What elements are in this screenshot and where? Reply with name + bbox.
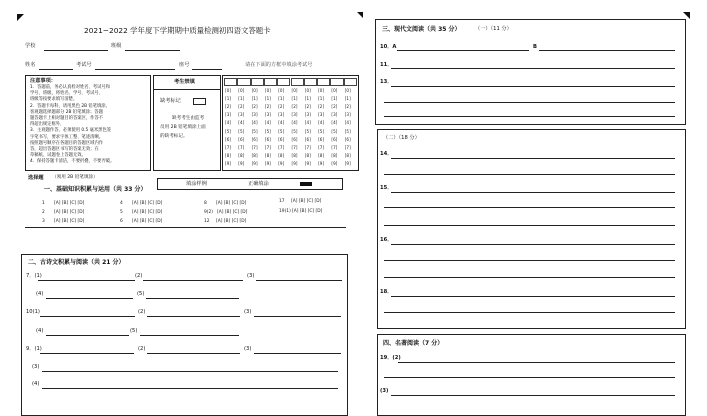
grid-digit-bubble[interactable]: [5] (331, 128, 338, 134)
grid-digit-bubble[interactable]: [8] (251, 152, 258, 158)
grid-digit-bubble[interactable]: [6] (331, 136, 338, 142)
grid-digit-bubble[interactable]: [9] (225, 160, 232, 166)
notes-line: 题答题卡上相对题目的答案区，作答不 (30, 116, 104, 121)
choice-options[interactable]: [A] [B] [C] [D] (132, 210, 163, 215)
choice-options[interactable]: [A] [B] [C] [D] (132, 219, 163, 224)
section2-answer-label: (3) (244, 309, 252, 315)
grid-digit-bubble[interactable]: [0] (264, 88, 271, 93)
grid-digit-bubble[interactable]: [2] (331, 104, 338, 110)
grid-digit-bubble[interactable]: [5] (264, 128, 271, 134)
grid-digit-bubble[interactable]: [5] (291, 128, 298, 134)
grid-digit-bubble[interactable]: [4] (225, 120, 232, 126)
exam-no-line (95, 69, 175, 70)
grid-digit-bubble[interactable]: [0] (291, 88, 298, 93)
grid-digit-bubble[interactable]: [9] (251, 160, 258, 166)
school-line (44, 50, 108, 51)
choice-options[interactable]: [A] [B] [C] [D] (216, 201, 247, 206)
school-label: 学校 (25, 43, 36, 49)
grid-digit-bubble[interactable]: [1] (344, 96, 351, 102)
section2-title: 二、古诗文积累与阅读（共 21 分） (28, 259, 125, 266)
grid-digit-bubble[interactable]: [8] (304, 152, 311, 158)
grid-header-cell[interactable] (304, 78, 317, 86)
q10-b-line (539, 50, 675, 51)
q13-line-1 (391, 86, 675, 87)
absent-title: 考生禁填 (174, 79, 195, 85)
grid-digit-bubble[interactable]: [1] (251, 96, 258, 102)
choice-subtitle: （须用 2B 铅笔填涂） (52, 175, 98, 180)
section2-answer-label: (5) (130, 328, 138, 334)
grid-digit-bubble[interactable]: [2] (318, 104, 325, 110)
section2-answer-label: 9．(1) (26, 346, 42, 352)
grid-digit-bubble[interactable]: [4] (331, 120, 338, 126)
registration-mark-top-right (683, 12, 690, 19)
grid-header-cell[interactable] (251, 78, 264, 86)
section1-title: 一、基础知识积累与运用（共 33 分） (44, 186, 147, 193)
grid-digit-bubble[interactable]: [9] (238, 160, 245, 166)
grid-digit-bubble[interactable]: [8] (278, 152, 285, 158)
grid-digit-bubble[interactable]: [8] (291, 152, 298, 158)
grid-digit-bubble[interactable]: [9] (291, 160, 298, 166)
q16-line-2 (384, 260, 675, 261)
absent-divider (154, 89, 220, 90)
absent-desc-3: 的缺考标记。 (160, 134, 188, 139)
section2-answer-label: (2) (135, 273, 143, 279)
grid-digit-bubble[interactable]: [4] (318, 120, 325, 126)
sample-label: 填涂样例 (186, 180, 207, 187)
choice-item-number: 4 (120, 201, 123, 206)
section2-answer-label: (2) (138, 309, 146, 315)
grid-digit-bubble[interactable]: [3] (225, 112, 232, 118)
grid-digit-bubble[interactable]: [1] (225, 96, 232, 102)
choice-item-number: 6 (120, 219, 123, 224)
grid-digit-bubble[interactable]: [7] (318, 144, 325, 150)
grid-digit-bubble[interactable]: [1] (238, 96, 245, 102)
grid-digit-bubble[interactable]: [6] (264, 136, 271, 142)
notes-line: 2．答题卡每科，请用黑色 2B 铅笔填涂。 (30, 103, 110, 109)
grid-digit-bubble[interactable]: [1] (304, 96, 311, 102)
grid-digit-bubble[interactable]: [1] (318, 96, 325, 102)
section2-answer-label: (3) (32, 364, 40, 370)
section2-answer-line[interactable] (147, 353, 240, 354)
grid-digit-bubble[interactable]: [0] (238, 88, 245, 93)
grid-digit-bubble[interactable]: [9] (304, 160, 311, 166)
grid-digit-bubble[interactable]: [4] (264, 120, 271, 126)
notes-line: 答，超出答题区书写的答案无效；在 (30, 147, 99, 152)
grid-digit-bubble[interactable]: [6] (278, 136, 285, 142)
grid-digit-bubble[interactable]: [2] (238, 104, 245, 110)
grid-header-cell[interactable] (224, 78, 237, 86)
class-label: 班级 (111, 43, 122, 49)
choice-item-number: 9(2) (204, 210, 214, 215)
grid-digit-bubble[interactable]: [8] (238, 152, 245, 158)
grid-digit-bubble[interactable]: [5] (251, 128, 258, 134)
section3b-box (377, 129, 686, 329)
choice-item-number: 1 (42, 201, 45, 206)
notes-line: 1．答题前，务必认真检对姓名、考试号和 (30, 85, 111, 90)
grid-digit-bubble[interactable]: [6] (238, 136, 245, 142)
absent-desc-2: 员用 2B 铅笔填涂上面 (160, 125, 206, 130)
absent-mark-box[interactable] (193, 98, 206, 105)
grid-digit-bubble[interactable]: [5] (278, 128, 285, 134)
grid-digit-bubble[interactable]: [2] (251, 104, 258, 110)
choice-options[interactable]: [A] [B] [C] [D] (217, 210, 248, 215)
section2-answer-label: 10(1) (26, 309, 40, 315)
choice-item-number: 5 (120, 210, 123, 215)
grid-digit-bubble[interactable]: [5] (238, 128, 245, 134)
grid-digit-bubble[interactable]: [6] (318, 136, 325, 142)
q11-label: 11． (380, 62, 393, 68)
section2-answer-label: (5) (137, 291, 145, 297)
grid-digit-bubble[interactable]: [4] (251, 120, 258, 126)
grid-digit-bubble[interactable]: [9] (331, 160, 338, 166)
class-line (125, 50, 180, 51)
grid-header-cell[interactable] (330, 78, 343, 86)
grid-digit-bubble[interactable]: [9] (344, 160, 351, 166)
grid-digit-bubble[interactable]: [2] (344, 104, 351, 110)
q11-line (391, 68, 675, 69)
choice-item-number: 12 (204, 219, 210, 224)
q14-line-2 (384, 174, 675, 175)
grid-digit-bubble[interactable]: [4] (291, 120, 298, 126)
section2-answer-line[interactable] (46, 335, 129, 336)
choice-options[interactable]: [A] [B] [C] [D] (292, 209, 323, 214)
q15-line-3 (384, 225, 675, 226)
section2-answer-line[interactable] (146, 298, 239, 299)
choice-item-number: 19(1) (279, 209, 291, 214)
notes-line: 客观题选择题部分 2B 铅笔填涂；答题 (30, 109, 103, 115)
grid-digit-bubble[interactable]: [3] (238, 112, 245, 118)
section2-answer-label: (4) (36, 328, 44, 334)
grid-digit-bubble[interactable]: [1] (278, 96, 285, 102)
notes-line: 按照题号顺序在各题目的答题区域内作 (30, 140, 104, 146)
q13-line-2 (384, 102, 675, 103)
grid-digit-bubble[interactable]: [1] (264, 96, 271, 102)
grid-header-cell[interactable] (277, 78, 290, 86)
grid-digit-bubble[interactable]: [8] (318, 152, 325, 158)
grid-digit-bubble[interactable]: [7] (238, 144, 245, 150)
q15-label: 15． (380, 185, 393, 191)
grid-digit-bubble[interactable]: [9] (264, 160, 271, 166)
q13-label: 13． (380, 79, 393, 85)
section4-box (377, 334, 686, 416)
grid-digit-bubble[interactable]: [2] (278, 104, 285, 110)
grid-digit-bubble[interactable]: [6] (344, 136, 351, 142)
grid-digit-bubble[interactable]: [5] (304, 128, 311, 134)
grid-digit-bubble[interactable]: [6] (251, 136, 258, 142)
notes-line: 学号、班级，将姓名、学号、考试号、 (30, 91, 104, 97)
choice-options[interactable]: [A] [B] [C] [D] (216, 219, 247, 224)
seat-no-label: 座号 (179, 62, 190, 68)
grid-digit-bubble[interactable]: [8] (264, 152, 271, 158)
grid-digit-bubble[interactable]: [0] (344, 88, 351, 93)
section2-answer-line[interactable] (38, 280, 135, 281)
section2-answer-label: (3) (247, 273, 255, 279)
grid-digit-bubble[interactable]: [3] (291, 112, 298, 118)
exam-no-label: 考试号 (76, 62, 92, 68)
choice-title: 选择题 (28, 175, 44, 181)
choice-options[interactable]: [A] [B] [C] [D] (54, 201, 85, 206)
section2-answer-label: (2) (138, 346, 146, 352)
choice-item-number: 2 (42, 210, 45, 215)
grid-digit-bubble[interactable]: [8] (331, 152, 338, 158)
grid-digit-bubble[interactable]: [3] (251, 112, 258, 118)
section2-answer-label: 7．(1) (26, 273, 42, 279)
q19-label: 19．(2) (380, 355, 401, 361)
notes-line: 班级等按要求填写清楚。 (30, 97, 78, 103)
section2-answer-line[interactable] (40, 353, 134, 354)
section2-answer-line[interactable] (254, 353, 341, 354)
section3-sub1: （一）（11 分） (475, 26, 512, 32)
q10-label: 10．A (380, 44, 397, 50)
grid-header-cell[interactable] (317, 78, 330, 86)
correct-label: 正确填涂 (248, 180, 269, 187)
q15-line-1 (391, 192, 675, 193)
grid-digit-bubble[interactable]: [7] (278, 144, 285, 150)
notes-line: 字笔书写，要求字体工整、笔迹清晰。 (30, 134, 104, 140)
q10-a-line (397, 50, 529, 51)
grid-digit-bubble[interactable]: [1] (331, 96, 338, 102)
grid-digit-bubble[interactable]: [8] (225, 152, 232, 158)
grid-digit-bubble[interactable]: [6] (291, 136, 298, 142)
section2-answer-line[interactable] (42, 371, 338, 372)
grid-digit-bubble[interactable]: [3] (304, 112, 311, 118)
section3-title: 三、现代文阅读（共 35 分） (382, 26, 461, 33)
grid-digit-bubble[interactable]: [2] (264, 104, 271, 110)
grid-digit-bubble[interactable]: [3] (264, 112, 271, 118)
grid-digit-bubble[interactable]: [7] (304, 144, 311, 150)
registration-mark-top-mid (357, 12, 363, 18)
grid-digit-bubble[interactable]: [9] (318, 160, 325, 166)
q19-line-3 (391, 395, 675, 396)
choice-options[interactable]: [A] [B] [C] [D] (54, 219, 85, 224)
grid-digit-bubble[interactable]: [7] (291, 144, 298, 150)
section2-answer-line[interactable] (46, 298, 133, 299)
choice-bottom-line (25, 227, 346, 228)
section3-box (375, 19, 686, 125)
grid-digit-bubble[interactable]: [0] (318, 88, 325, 93)
grid-digit-bubble[interactable]: [7] (331, 144, 338, 150)
q19-line-1 (398, 362, 675, 363)
grid-digit-bubble[interactable]: [3] (318, 112, 325, 118)
section2-answer-label: (3) (244, 346, 252, 352)
grid-digit-bubble[interactable]: [4] (304, 120, 311, 126)
q14-line-1 (391, 158, 675, 159)
grid-digit-bubble[interactable]: [2] (225, 104, 232, 110)
grid-digit-bubble[interactable]: [4] (344, 120, 351, 126)
name-line (39, 69, 73, 70)
grid-digit-bubble[interactable]: [6] (225, 136, 232, 142)
grid-digit-bubble[interactable]: [7] (344, 144, 351, 150)
section4-title: 四、名著阅读（7 分） (383, 340, 444, 347)
section2-answer-line[interactable] (256, 280, 342, 281)
grid-digit-bubble[interactable]: [4] (238, 120, 245, 126)
grid-digit-bubble[interactable]: [0] (225, 88, 232, 93)
notes-line: 得超出规定框外， (30, 122, 65, 128)
grid-header-cell[interactable] (264, 78, 277, 86)
section2-answer-label: (4) (36, 291, 44, 297)
section2-answer-line[interactable] (140, 335, 239, 336)
q10-b-label: B (533, 44, 537, 50)
choice-item-number: 3 (42, 219, 45, 224)
section2-answer-line[interactable] (147, 316, 240, 317)
notes-line: 4．保持答题卡清洁，不要折叠、不要弄破。 (30, 159, 115, 165)
section2-answer-line[interactable] (143, 280, 243, 281)
grid-digit-bubble[interactable]: [0] (278, 88, 285, 93)
absent-box (153, 75, 221, 171)
section2-answer-label: (4) (32, 381, 40, 387)
grid-digit-bubble[interactable]: [9] (278, 160, 285, 166)
absent-desc-1: 缺考考生由监考 (172, 116, 205, 121)
absent-label: 缺考标记 (160, 98, 181, 104)
grid-digit-bubble[interactable]: [5] (318, 128, 325, 134)
choice-options[interactable]: [A] [B] [C] [D] (291, 199, 322, 204)
choice-options[interactable]: [A] [B] [C] [D] (54, 210, 85, 215)
grid-digit-bubble[interactable]: [5] (225, 128, 232, 134)
q16-label: 16． (380, 237, 393, 243)
registration-mark-top-left (17, 14, 24, 21)
q18-line-2 (384, 312, 675, 313)
grid-digit-bubble[interactable]: [7] (264, 144, 271, 150)
exam-number-grid (222, 75, 359, 171)
name-label: 姓名 (25, 62, 36, 68)
grid-digit-bubble[interactable]: [8] (344, 152, 351, 158)
grid-digit-bubble[interactable]: [0] (304, 88, 311, 93)
grid-digit-bubble[interactable]: [3] (331, 112, 338, 118)
grid-digit-bubble[interactable]: [7] (251, 144, 258, 150)
choice-item-number: 8 (204, 201, 207, 206)
q13-line-3 (384, 116, 675, 117)
grid-header-cell[interactable] (237, 78, 250, 86)
notes-title: 注意事项： (30, 78, 56, 84)
correct-fill-sample (300, 182, 312, 186)
q15-line-2 (384, 207, 675, 208)
grid-digit-bubble[interactable]: [0] (331, 88, 338, 93)
grid-digit-bubble[interactable]: [6] (304, 136, 311, 142)
notes-line: 草稿纸、试题卷上答题无效。 (30, 153, 86, 159)
grid-digit-bubble[interactable]: [4] (278, 120, 285, 126)
grid-header-cell[interactable] (344, 78, 357, 86)
q18-label: 18． (380, 289, 393, 295)
q19-line-2 (384, 377, 675, 378)
section3-sub2: （二）（18 分） (383, 135, 420, 141)
fill-sample-box (157, 178, 343, 190)
q14-label: 14． (380, 151, 393, 157)
section2-answer-line[interactable] (254, 316, 341, 317)
grid-digit-bubble[interactable]: [7] (225, 144, 232, 150)
grid-header-cell[interactable] (291, 78, 304, 86)
notes-line: 3．主观题作答，必须使用 0.5 毫米黑色签 (30, 128, 112, 134)
choice-item-number: 17 (279, 199, 285, 204)
section2-answer-line[interactable] (42, 388, 338, 389)
grid-digit-bubble[interactable]: [2] (304, 104, 311, 110)
page-title: 2021−2022 学年度下学期期中质量检测初四语文答题卡 (84, 26, 271, 35)
q18-line-1 (391, 296, 675, 297)
grid-digit-bubble[interactable]: [0] (251, 88, 258, 93)
seat-no-line (192, 69, 222, 70)
q16-line-1 (391, 244, 675, 245)
q16-line-3 (384, 277, 675, 278)
grid-digit-bubble[interactable]: [5] (344, 128, 351, 134)
notes-box (25, 75, 151, 171)
grid-digit-bubble[interactable]: [2] (291, 104, 298, 110)
choice-options[interactable]: [A] [B] [C] [D] (132, 201, 163, 206)
section2-answer-line[interactable] (40, 316, 135, 317)
q19-b-label: (3) (380, 388, 389, 394)
grid-digit-bubble[interactable]: [1] (291, 96, 298, 102)
fill-hint: 请在下面的方框中填涂考试号 (245, 62, 313, 68)
grid-digit-bubble[interactable]: [3] (278, 112, 285, 118)
grid-digit-bubble[interactable]: [3] (344, 112, 351, 118)
